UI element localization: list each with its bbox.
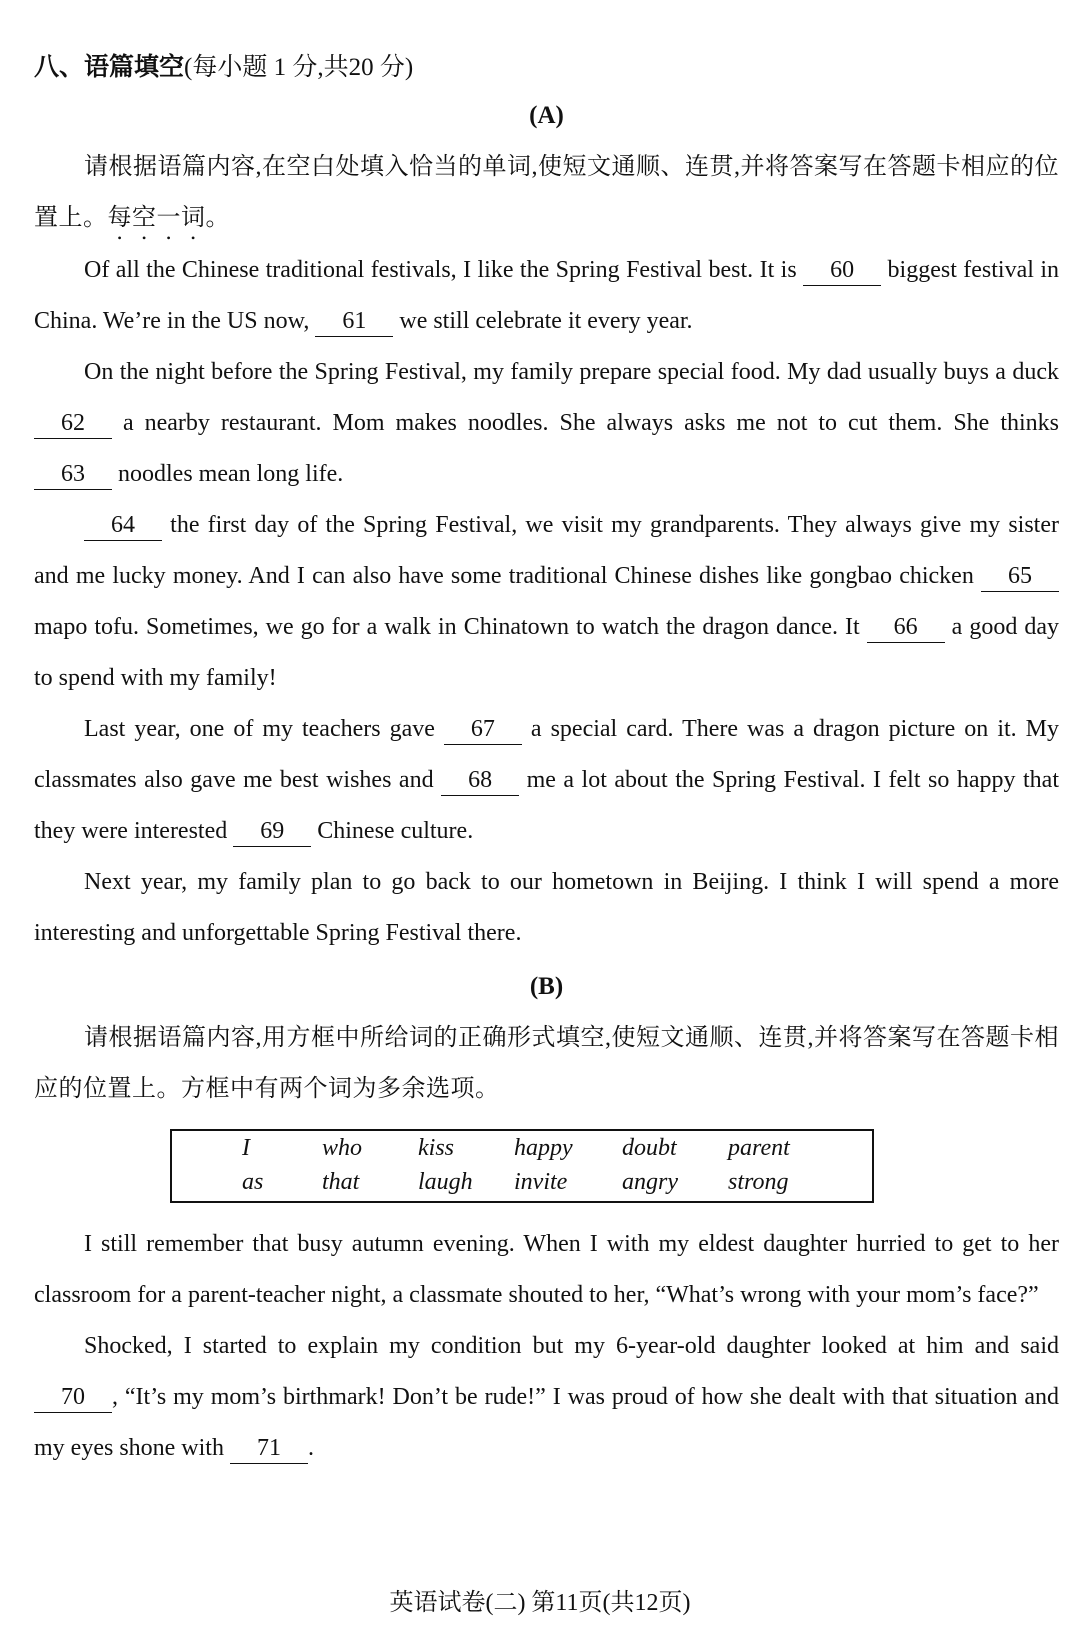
text-run: a nearby restaurant. Mom makes noodles. She always asks me not to cut them. She thinks: [112, 410, 1059, 436]
text-run: Last year, one of my teachers gave: [84, 716, 444, 742]
word-bank-item: strong: [728, 1169, 789, 1195]
word-bank-item: as: [242, 1169, 264, 1195]
passage-a-paragraph-5: Next year, my family plan to go back to our hometown in Beijing. I think I will spend a more interesting and unforgettable Spring Festival there.: [34, 869, 1059, 946]
word-bank-box: [170, 1129, 874, 1203]
part-a-label: (A): [529, 102, 564, 129]
text-run: we still celebrate it every year.: [393, 308, 693, 334]
text-run: Chinese culture.: [311, 818, 474, 844]
page-footer: 英语试卷(二) 第11页(共12页): [389, 1590, 691, 1616]
part-b-label: (B): [529, 973, 564, 1000]
text-run: , “It’s my mom’s birthmark! Don’t be rude!” I was proud of how she dealt with that situation and my eyes shone with: [34, 1384, 1059, 1461]
exam-page: [34, 48, 1059, 1474]
text-run: mapo tofu. Sometimes, we go for a walk in Chinatown to watch the dragon dance. It: [34, 614, 867, 640]
blank-66: 66: [867, 612, 945, 643]
word-bank-item: kiss: [418, 1135, 454, 1161]
word-bank-item: doubt: [622, 1135, 677, 1161]
blank-67: 67: [444, 714, 522, 745]
part-b-instruction: 请根据语篇内容,用方框中所给词的正确形式填空,使短文通顺、连贯,并将答案写在答题卡相应的位置上。方框中有两个词为多余选项。: [34, 1025, 1059, 1102]
text-run: Shocked, I started to explain my condition but my 6-year-old daughter looked at him and said: [84, 1333, 1059, 1359]
word-bank-item: laugh: [418, 1169, 473, 1195]
blank-63: 63: [34, 459, 112, 490]
text-run: On the night before the Spring Festival, my family prepare special food. My dad usually buys a duck: [84, 359, 1059, 385]
word-bank-item: parent: [728, 1135, 790, 1161]
passage-a-paragraph-3: [34, 500, 1059, 704]
passage-a-paragraph-4: [34, 704, 1059, 857]
text-run: a good day to spend with my family!: [34, 614, 1059, 691]
blank-60: 60: [803, 255, 881, 286]
blank-69: 69: [233, 816, 311, 847]
part-a-instruction: [34, 142, 1059, 245]
word-bank-item: happy: [514, 1135, 573, 1161]
text-run: the first day of the Spring Festival, we visit my grandparents. They always give my sister and me lucky money. And I can also have some traditional Chinese dishes like gongbao chicken: [34, 512, 1059, 589]
blank-71: 71: [230, 1433, 308, 1464]
blank-64: 64: [84, 510, 162, 541]
text-run: noodles mean long life.: [112, 461, 344, 487]
passage-a-paragraph-1: [34, 245, 1059, 347]
word-bank: [242, 1135, 828, 1203]
text-run: Of all the Chinese traditional festivals, I like the Spring Festival best. It is: [84, 257, 804, 283]
blank-70: 70: [34, 1382, 112, 1413]
section-subtitle: (每小题 1 分,共20 分): [184, 54, 414, 81]
blank-65: 65: [981, 561, 1059, 592]
section-title: 八、语篇填空: [34, 54, 185, 81]
blank-62: 62: [34, 408, 112, 439]
passage-b-paragraph-1: I still remember that busy autumn evening. When I with my eldest daughter hurried to get to her classroom for a parent-teacher night, a classmate shouted to her, “What’s wrong with your mom’s face?”: [34, 1231, 1059, 1308]
blank-61: 61: [315, 306, 393, 337]
word-bank-item: I: [242, 1135, 250, 1161]
word-bank-item: angry: [622, 1169, 678, 1195]
passage-b-paragraph-2: [34, 1321, 1059, 1474]
word-bank-item: invite: [514, 1169, 568, 1195]
text-run: biggest festival in China. We’re in the US now,: [34, 257, 1060, 334]
text-run: a special card. There was a dragon picture on it. My classmates also gave me best wishes and: [34, 716, 1059, 793]
instruction-text: 请根据语篇内容,在空白处填入恰当的单词,使短文通顺、连贯,并将答案写在答题卡相应的位置上。: [34, 154, 1059, 231]
blank-68: 68: [441, 765, 519, 796]
passage-a-paragraph-2: [34, 347, 1059, 500]
text-run: .: [307, 1435, 314, 1461]
instruction-emphasis: 每空一词: [107, 205, 206, 231]
instruction-end: 。: [205, 205, 230, 231]
word-bank-item: who: [322, 1135, 363, 1161]
word-bank-item: that: [322, 1169, 360, 1195]
section-heading: [34, 48, 1059, 88]
text-run: me a lot about the Spring Festival. I felt so happy that they were interested: [34, 767, 1060, 844]
